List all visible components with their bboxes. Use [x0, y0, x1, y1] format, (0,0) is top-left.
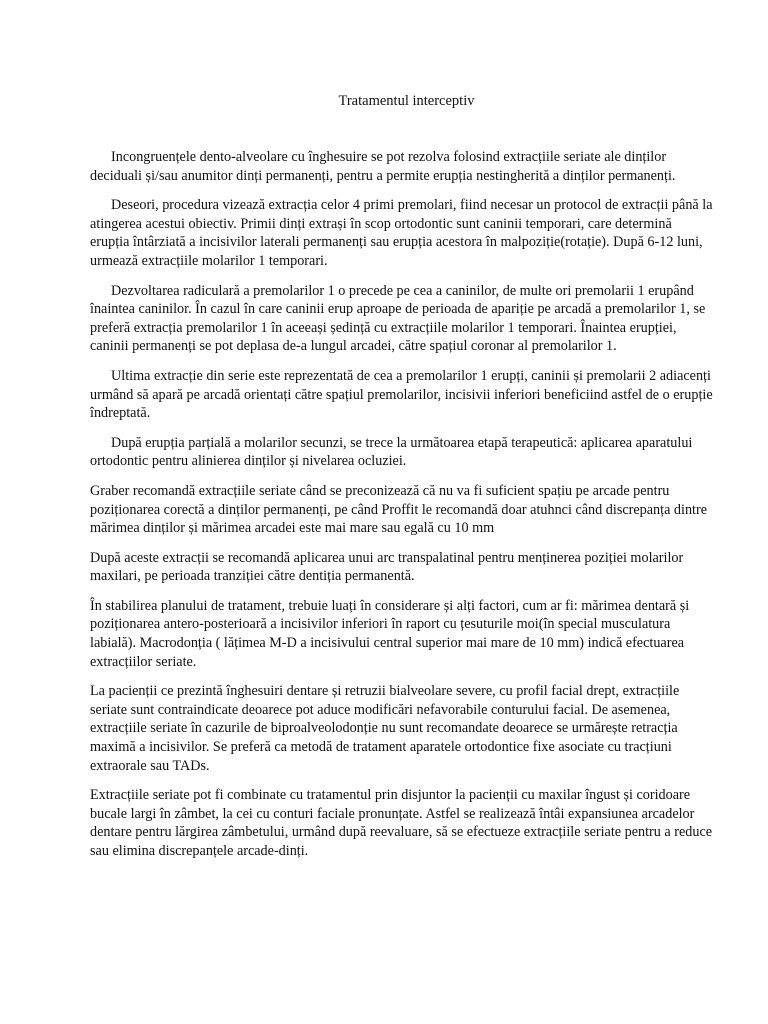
paragraph-3: Dezvoltarea radiculară a premolarilor 1 o precede pe cea a caninilor, de multe ori premolarii 1 erupând înaintea caninilor. În cazul în care caninii erup aproape de perioada de apariție pe arcadă a premolarilor 1, se preferă extracția premolarilor 1 în aceeași ședință cu extracțiile molarilor 1 temporari. Înaintea erupției, caninii permanenți se pot deplasa de-a lungul arcadei, către spațiul coronar al premolarilor 1. [90, 282, 706, 355]
paragraph-6: Graber recomandă extracțiile seriate când se preconizează că nu va fi suficient spațiu pe arcade pentru poziționarea corectă a dinților permanenți, pe când Proffit le recomandă doar atuhnci când discrepanța dintre mărimea dinților și mărimea arcadei este mai mare sau egală cu 10 mm [90, 482, 708, 537]
paragraph-2: Deseori, procedura vizează extracția celor 4 primi premolari, fiind necesar un protocol de extracții până la atingerea acestui obiectiv. Primii dinți extrași în scop ortodontic sunt caninii temporari, care determină erupția întârziată a incisivilor laterali permanenți sau erupția acestora în malpoziție(rotație). După 6-12 luni, urmează extracțiile molarilor 1 temporari. [90, 197, 713, 269]
document-title: Tratamentul interceptiv [338, 93, 475, 109]
paragraph-9: La pacienții ce prezintă înghesuiri dentare și retruzii bialveolare severe, cu profil facial drept, extracțiile seriate sunt contraindicate deoarece pot aduce modificări nefavorabile conturului facial. De asemenea, extracțiile seriate în cazurile de biproalveolodonție nu sunt recomandate deoarece se urmărește retracția maximă a incisivilor. Se preferă ca metodă de tratament aparatele ortodontice fixe asociate cu tracțiuni extraorale sau TADs. [90, 683, 680, 774]
paragraph-8: În stabilirea planului de tratament, trebuie luați în considerare și alți factori, cum ar fi: mărimea dentară și poziționarea antero-posterioară a incisivilor inferiori în raport cu țesuturile moi(în special musculatura labială). Macrodonția ( lățimea M-D a incisivului central superior mai mare de 10 mm) indică efectuarea extracțiilor seriate. [90, 597, 690, 670]
paragraph-1: Incongruențele dento-alveolare cu înghesuire se pot rezolva folosind extracțiile seriate ale dinților deciduali și/sau anumitor dinți permanenți, pentru a permite erupția nestingherită a dinților permanenți. [90, 149, 676, 184]
paragraph-10: Extracțiile seriate pot fi combinate cu tratamentul prin disjuntor la pacienții cu maxilar îngust și coridoare bucale largi în zâmbet, la cei cu conturi faciale pronunțate. Astfel se realizează întâi expansiunea arcadelor dentare pentru lărgirea zâmbetului, urmând după reevaluare, să se efectueze extracțiile seriate pentru a reduce sau elimina discrepanțele arcade-dinți. [90, 787, 713, 859]
paragraph-7: După aceste extracții se recomandă aplicarea unui arc transpalatinal pentru menținerea poziției molarilor maxilari, pe perioada tranziției către dentiția permanentă. [90, 549, 684, 585]
paragraph-4: Ultima extracție din serie este reprezentată de cea a premolarilor 1 erupți, caninii și premolarii 2 adiacenți urmând să apară pe arcadă orientați către spațiul premolarilor, incisivii inferiori beneficiind astfel de o erupție îndreptată. [90, 367, 713, 422]
paragraph-5: După erupția parțială a molarilor secunzi, se trece la următoarea etapă terapeutică: aplicarea aparatului ortodontic pentru alinierea dinților și nivelarea ocluziei. [90, 434, 693, 470]
